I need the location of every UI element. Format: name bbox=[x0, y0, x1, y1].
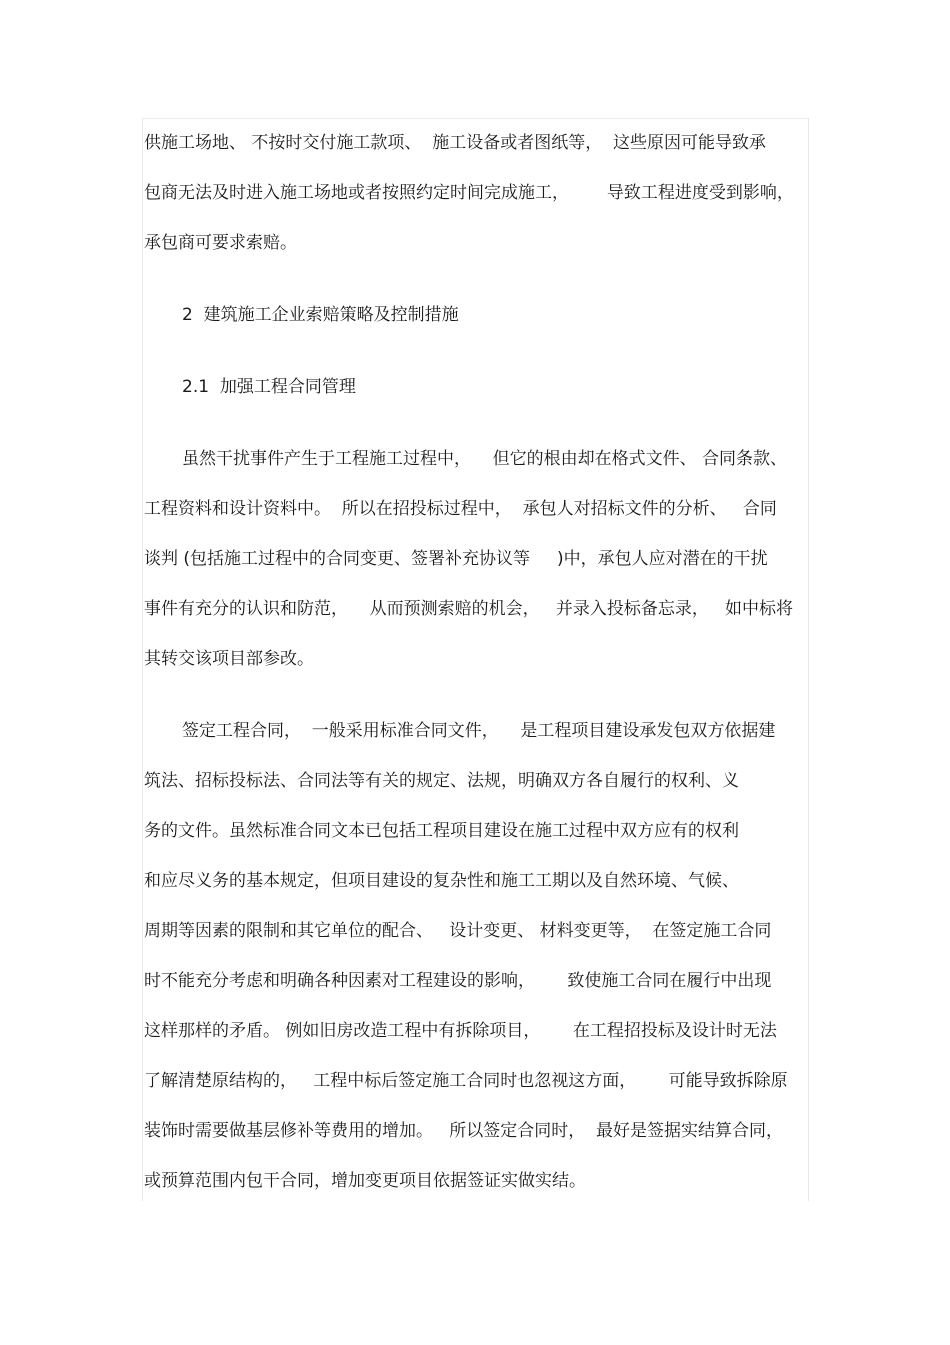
text-line: 装饰时需要做基层修补等费用的增加。 所以签定合同时， 最好是签据实结算合同， bbox=[144, 1121, 784, 1141]
text-line: 工程资料和设计资料中。 所以在招投标过程中， 承包人对招标文件的分析、 合同 bbox=[144, 499, 777, 519]
text-line: 了解清楚原结构的， 工程中标后签定施工合同时也忽视这方面， 可能导致拆除原 bbox=[144, 1071, 788, 1091]
text-line: 周期等因素的限制和其它单位的配合、 设计变更、 材料变更等， 在签定施工合同 bbox=[144, 921, 772, 941]
text-line: 这样那样的矛盾。 例如旧房改造工程中有拆除项目， 在工程招投标及设计时无法 bbox=[144, 1021, 777, 1041]
text-line: 或预算范围内包干合同，增加变更项目依据签证实做实结。 bbox=[144, 1171, 586, 1191]
text-line: 虽然干扰事件产生于工程施工过程中， 但它的根由却在格式文件、 合同条款、 bbox=[182, 449, 788, 469]
text-line: 筑法、招标投标法、合同法等有关的规定、法规，明确双方各自履行的权利、义 bbox=[144, 771, 739, 791]
text-line: 供施工场地、 不按时交付施工款项、 施工设备或者图纸等， 这些原因可能导致承 bbox=[144, 133, 767, 153]
text-line: 务的文件。虽然标准合同文本已包括工程项目建设在施工过程中双方应有的权利 bbox=[144, 821, 739, 841]
text-line: 事件有充分的认识和防范， 从而预测索赔的机会， 并录入投标备忘录， 如中标将 bbox=[144, 599, 794, 619]
text-line: 其转交该项目部参改。 bbox=[144, 649, 314, 669]
text-line: 2.1 加强工程合同管理 bbox=[182, 377, 356, 397]
text-line: 承包商可要求索赔。 bbox=[144, 233, 297, 253]
text-line: 签定工程合同， 一般采用标准合同文件， 是工程项目建设承发包双方依据建 bbox=[182, 721, 776, 741]
text-line: 和应尽义务的基本规定，但项目建设的复杂性和施工工期以及自然环境、气候、 bbox=[144, 871, 739, 891]
text-line: 谈判 (包括施工过程中的合同变更、签署补充协议等 )中，承包人应对潜在的干扰 bbox=[144, 549, 768, 569]
text-line: 2 建筑施工企业索赔策略及控制措施 bbox=[182, 305, 459, 325]
text-line: 时不能充分考虑和明确各种因素对工程建设的影响， 致使施工合同在履行中出现 bbox=[144, 971, 772, 991]
text-line: 包商无法及时进入施工场地或者按照约定时间完成施工， 导致工程进度受到影响， bbox=[144, 183, 794, 203]
